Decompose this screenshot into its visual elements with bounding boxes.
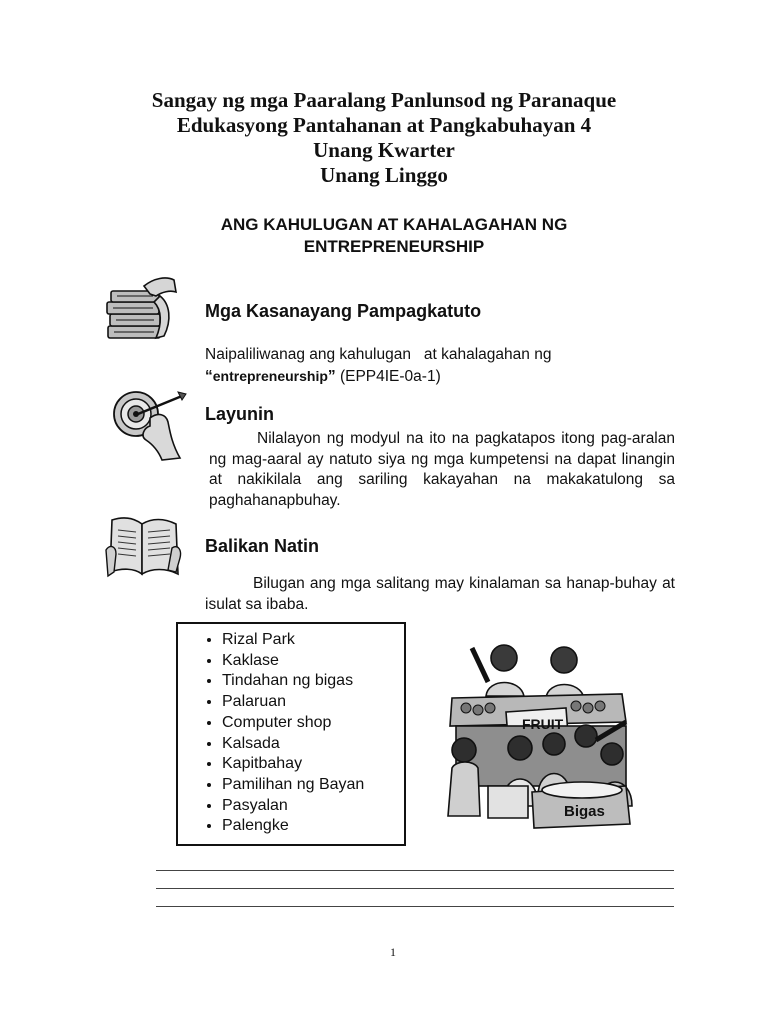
answer-line[interactable] (156, 888, 674, 889)
list-item: • Pasyalan (222, 796, 404, 817)
list-item: • Kaklase (222, 651, 404, 672)
balikan-instruction: Bilugan ang mga salitang may kinalaman sa hanap-buhay at isulat sa ibaba. (205, 575, 675, 613)
fruit-sign: FRUIT (522, 716, 564, 732)
header-subject: Edukasyong Pantahanan at Pangkabuhayan 4 (176, 113, 592, 137)
kasanayan-code: (EPP4IE-0a-1) (335, 367, 441, 385)
target-dart-icon (106, 388, 188, 462)
books-icon (104, 274, 178, 344)
layunin-text: Nilalayon ng modyul na ito na pagkatapos itong pag-aralan ng mag-aaral ay natuto siya ng mga kumpetensi na dapat linangin at nakikilala ang sariling kakayahan na makakatulong sa paghahanapbuhay. (209, 430, 675, 509)
kasanayan-text (205, 345, 675, 387)
topic-line-1: ANG KAHULUGAN AT KAHALAGAHAN NG (220, 215, 568, 234)
kasanayan-line-1: Naipaliliwanag ang kahulugan at kahalagahan ng (205, 346, 552, 363)
open-book-icon (104, 510, 182, 580)
section-title-layunin: Layunin (205, 404, 275, 424)
quote-close: ” (327, 367, 336, 385)
list-item: • Kapitbahay (222, 754, 404, 775)
kasanayan-term: entrepreneurship (212, 367, 328, 384)
section-title-balikan: Balikan Natin (205, 536, 320, 556)
header-quarter: Unang Kwarter (313, 138, 455, 162)
list-item: • Computer shop (222, 713, 404, 734)
header-week: Unang Linggo (320, 163, 448, 187)
list-item: • Kalsada (222, 734, 404, 755)
topic-title (0, 214, 768, 258)
list-item: • Tindahan ng bigas (222, 671, 404, 692)
kasanayan-line-2 (205, 366, 675, 388)
page-number: 1 (390, 945, 396, 959)
answer-line[interactable] (156, 906, 674, 907)
topic-line-2: ENTREPRENEURSHIP (303, 237, 485, 256)
answer-line[interactable] (156, 870, 674, 871)
quote-open: “ (205, 367, 213, 385)
bigas-sign: Bigas (564, 803, 605, 820)
word-list (178, 624, 404, 837)
section-title-kasanayan: Mga Kasanayang Pampagkatuto (205, 301, 482, 321)
market-illustration (436, 636, 636, 830)
word-list-box (176, 622, 406, 846)
list-item: • Rizal Park (222, 630, 404, 651)
header-division: Sangay ng mga Paaralang Panlunsod ng Paranaque (151, 88, 617, 112)
list-item: • Palaruan (222, 692, 404, 713)
list-item: • Pamilihan ng Bayan (222, 775, 404, 796)
list-item: • Palengke (222, 816, 404, 837)
document-header (0, 88, 768, 188)
